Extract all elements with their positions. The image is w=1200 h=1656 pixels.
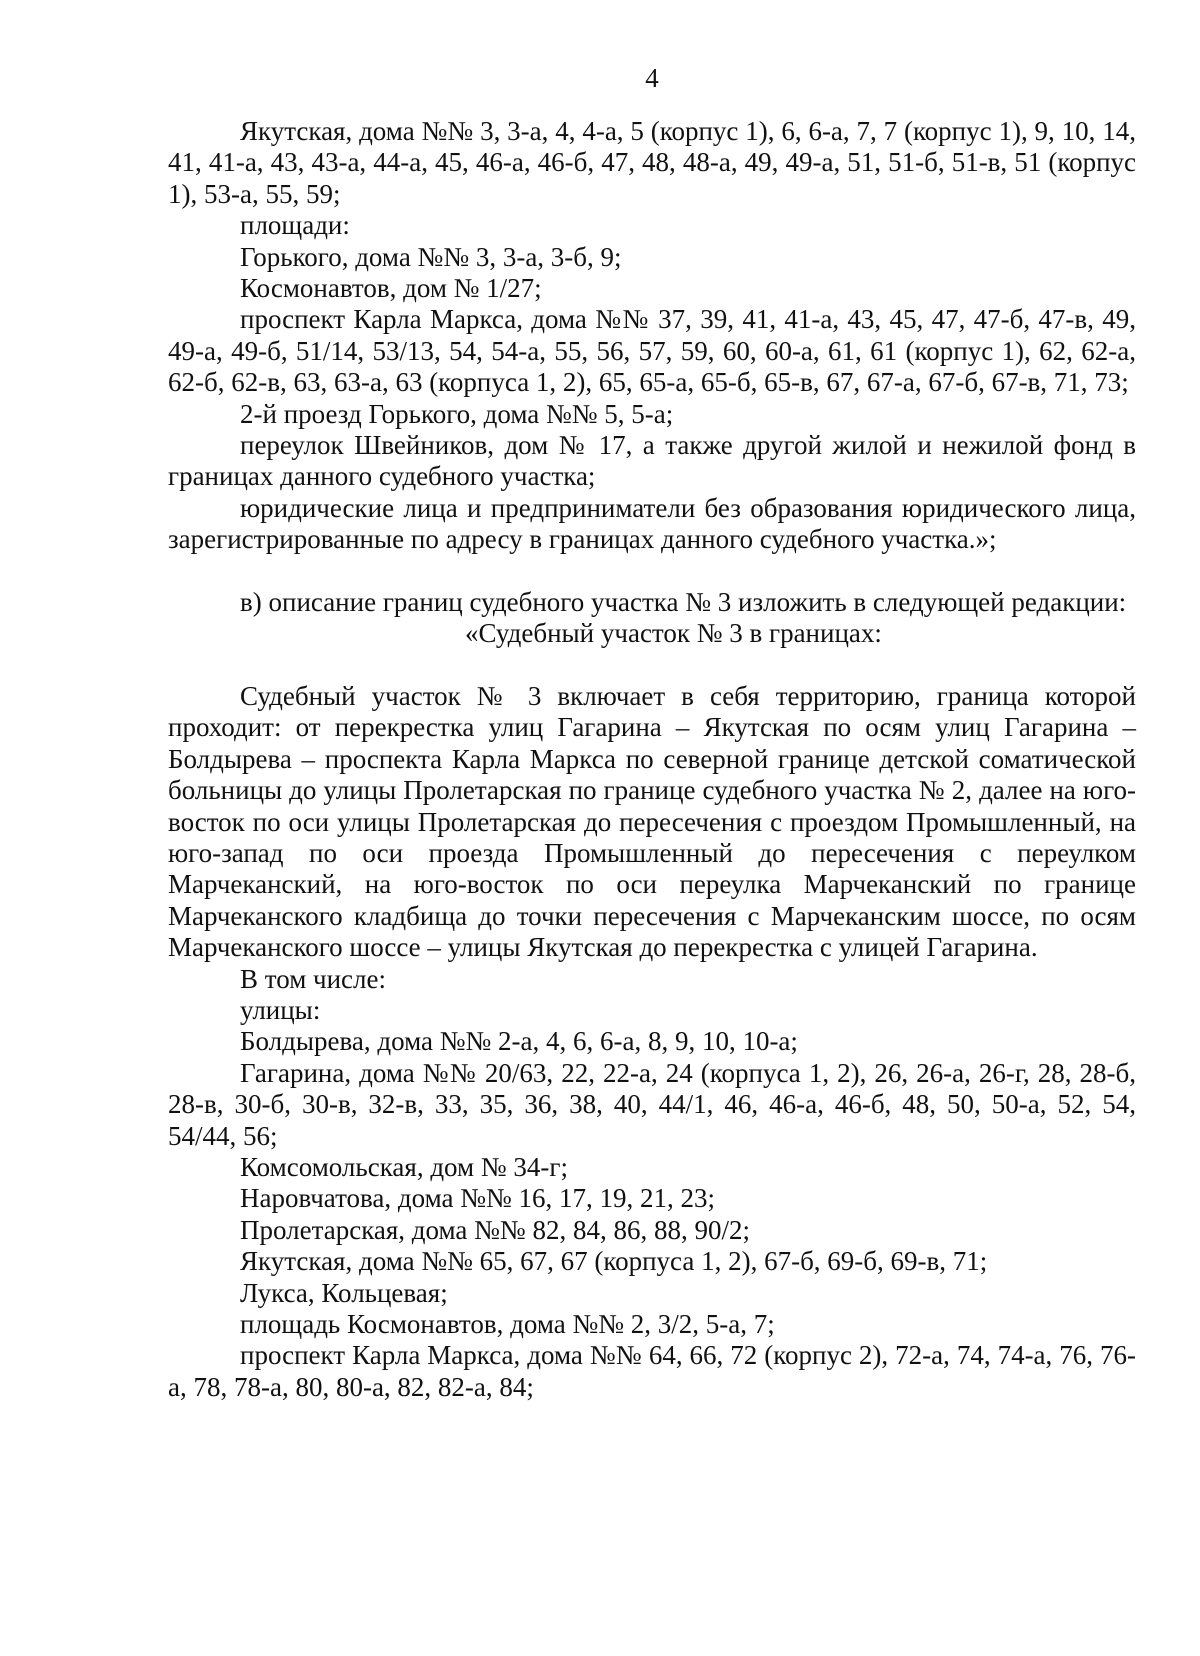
- paragraph-ulitsy: улицы:: [240, 994, 321, 1025]
- paragraph-boldyreva: Болдырева, дома №№ 2-а, 4, 6, 6-а, 8, 9, 10, 10-а;: [240, 1026, 798, 1057]
- section-heading: «Судебный участок № 3 в границах:: [465, 618, 882, 649]
- paragraph-karla-marksa-1: проспект Карла Маркса, дома №№ 37, 39, 41, 41-а, 43, 45, 47, 47-б, 47-в, 49, 49-а, 49-б, 51/14, 53/13, 54, 54-а, 55, 56, 57, 59, 60, 60-а, 61, 61 (корпус 1), 62, 62-а, 62-б, 62-в, 63, 63-а, 63 (корпуса 1, 2), 65, 65-а, 65-б, 65-в, 67, 67-а, 67-б, 67-в, 71, 73;: [168, 304, 1136, 398]
- paragraph-kosmonavtov: Космонавтов, дом № 1/27;: [240, 273, 542, 304]
- paragraph-legal-entities: юридические лица и предприниматели без образования юридического лица, зарегистрированные по адресу в границах данного судебного участка.»;: [168, 492, 1136, 555]
- paragraph-gagarina: Гагарина, дома №№ 20/63, 22, 22-а, 24 (корпуса 1, 2), 26, 26-а, 26-г, 28, 28-б, 28-в, 30-б, 30-в, 32-в, 33, 35, 36, 38, 40, 44/1, 46, 46-а, 46-б, 48, 50, 50-а, 52, 54, 54/44, 56;: [168, 1057, 1136, 1151]
- paragraph-luksa: Лукса, Кольцевая;: [240, 1277, 448, 1308]
- spacer: [168, 556, 1136, 587]
- paragraph-yakutskaya-2: Якутская, дома №№ 65, 67, 67 (корпуса 1, 2), 67-б, 69-б, 69-в, 71;: [240, 1246, 988, 1277]
- paragraph-karla-marksa-2: проспект Карла Маркса, дома №№ 64, 66, 72 (корпус 2), 72-а, 74, 74-а, 76, 76-а, 78, 78-а, 80, 80-а, 82, 82-а, 84;: [168, 1340, 1136, 1402]
- spacer: [168, 650, 1136, 681]
- paragraph-shveynikov: переулок Швейников, дом № 17, а также другой жилой и нежилой фонд в границах данного судебного участка;: [168, 430, 1136, 492]
- page-number: 4: [645, 63, 659, 93]
- document-body: [168, 116, 1136, 1403]
- paragraph-item-v: в) описание границ судебного участка № 3 изложить в следующей редакции:: [240, 586, 1127, 617]
- paragraph-ploshchad-kosmonavtov: площадь Космонавтов, дома №№ 2, 3/2, 5-а, 7;: [240, 1309, 775, 1340]
- paragraph-komsomolskaya: Комсомольская, дом № 34-г;: [240, 1151, 568, 1182]
- paragraph-v-tom-chisle: В том числе:: [240, 963, 386, 994]
- paragraph-ploshchadi: площади:: [240, 210, 350, 241]
- paragraph-gorkogo: Горького, дома №№ 3, 3-а, 3-б, 9;: [240, 241, 622, 272]
- paragraph-narovchatova: Наровчатова, дома №№ 16, 17, 19, 21, 23;: [240, 1183, 716, 1214]
- paragraph-proletarskaya: Пролетарская, дома №№ 82, 84, 86, 88, 90/2;: [240, 1214, 750, 1245]
- paragraph-proezd-gorkogo: 2-й проезд Горького, дома №№ 5, 5-а;: [240, 398, 674, 429]
- paragraph-boundary-description: Судебный участок № 3 включает в себя территорию, граница которой проходит: от перекрестка улиц Гагарина – Якутская по осям улиц Гагарина – Болдырева – проспекта Карла Маркса по северной границе детской соматической больницы до улицы Пролетарская по границе судебного участка № 2, далее на юго-восток по оси улицы Пролетарская до пересечения с проездом Промышленный, на юго-запад по оси проезда Промышленный до пересечения с переулком Марчеканский, на юго-восток по оси переулка Марчеканский по границе Марчеканского кладбища до точки пересечения с Марчеканским шоссе, по осям Марчеканского шоссе – улицы Якутская до перекрестка с улицей Гагарина.: [168, 680, 1136, 963]
- paragraph-yakutskaya-1: Якутская, дома №№ 3, 3-а, 4, 4-а, 5 (корпус 1), 6, 6-а, 7, 7 (корпус 1), 9, 10, 14, 41, 41-а, 43, 43-а, 44-а, 45, 46-а, 46-б, 47, 48, 48-а, 49, 49-а, 51, 51-б, 51-в, 51 (корпус 1), 53-а, 55, 59;: [168, 116, 1136, 209]
